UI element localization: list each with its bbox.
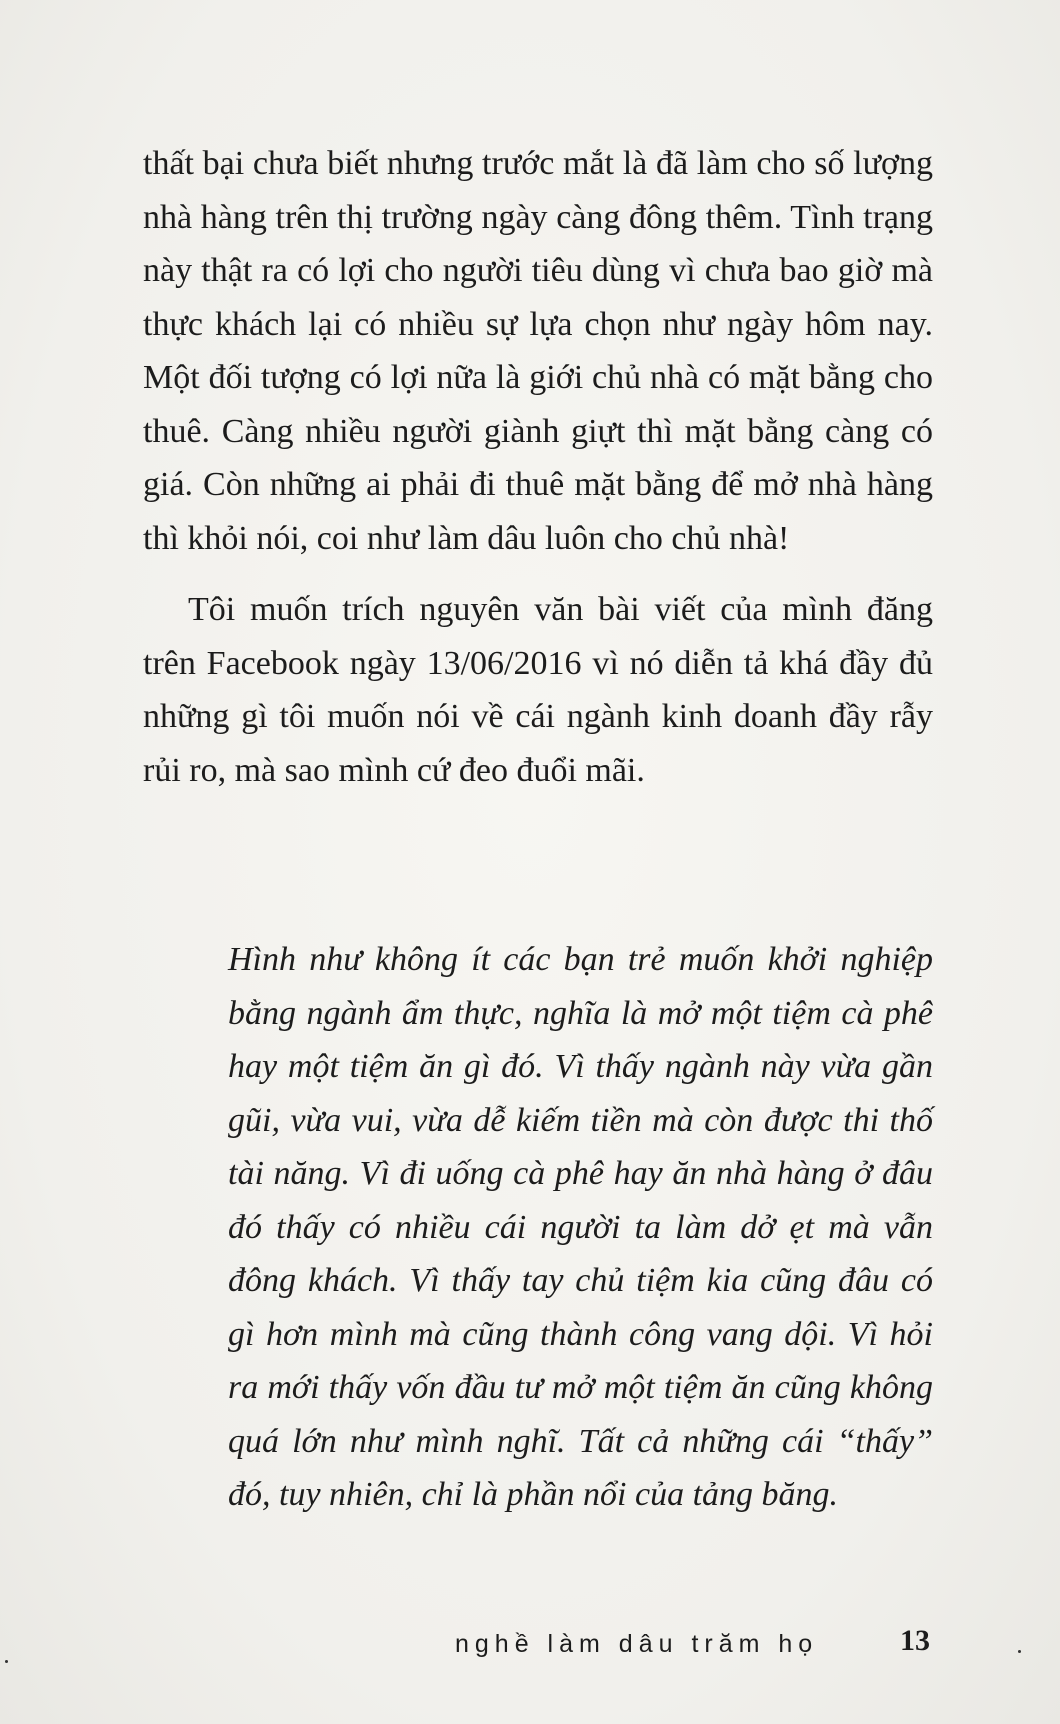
quoted-facebook-post: Hình như không ít các bạn trẻ muốn khởi nghiệp bằng ngành ẩm thực, nghĩa là mở một tiệm cà phê hay một tiệm ăn gì đó. Vì thấy ngành này vừa gần gũi, vừa vui, vừa dễ kiếm tiền mà còn được thi thố tài năng. Vì đi uống cà phê hay ăn nhà hàng ở đâu đó thấy có nhiều cái người ta làm dở ẹt mà vẫn đông khách. Vì thấy tay chủ tiệm kia cũng đâu có gì hơn mình mà cũng thành công vang dội. Vì hỏi ra mới thấy vốn đầu tư mở một tiệm ăn cũng không quá lớn như mình nghĩ. Tất cả những cái “thấy” đó, tuy nhiên, chỉ là phần nổi của tảng băng.	[228, 941, 933, 1513]
running-footer-title: nghề làm dâu trăm họ	[455, 1630, 819, 1658]
page-number: 13	[900, 1624, 930, 1657]
main-text	[143, 137, 933, 797]
speck-mark	[1018, 1650, 1021, 1653]
paragraph-intro-quote: Tôi muốn trích nguyên văn bài viết của mình đăng trên Facebook ngày 13/06/2016 vì nó diễn tả khá đầy đủ những gì tôi muốn nói về cái ngành kinh doanh đầy rẫy rủi ro, mà sao mình cứ đeo đuổi mãi.	[143, 591, 933, 789]
paragraph-continued: thất bại chưa biết nhưng trước mắt là đã làm cho số lượng nhà hàng trên thị trường ngày càng đông thêm. Tình trạng này thật ra có lợi cho người tiêu dùng vì chưa bao giờ mà thực khách lại có nhiều sự lựa chọn như ngày hôm nay. Một đối tượng có lợi nữa là giới chủ nhà có mặt bằng cho thuê. Càng nhiều người giành giựt thì mặt bằng càng có giá. Còn những ai phải đi thuê mặt bằng để mở nhà hàng thì khỏi nói, coi như làm dâu luôn cho chủ nhà!	[143, 145, 933, 557]
speck-mark	[5, 1660, 8, 1663]
